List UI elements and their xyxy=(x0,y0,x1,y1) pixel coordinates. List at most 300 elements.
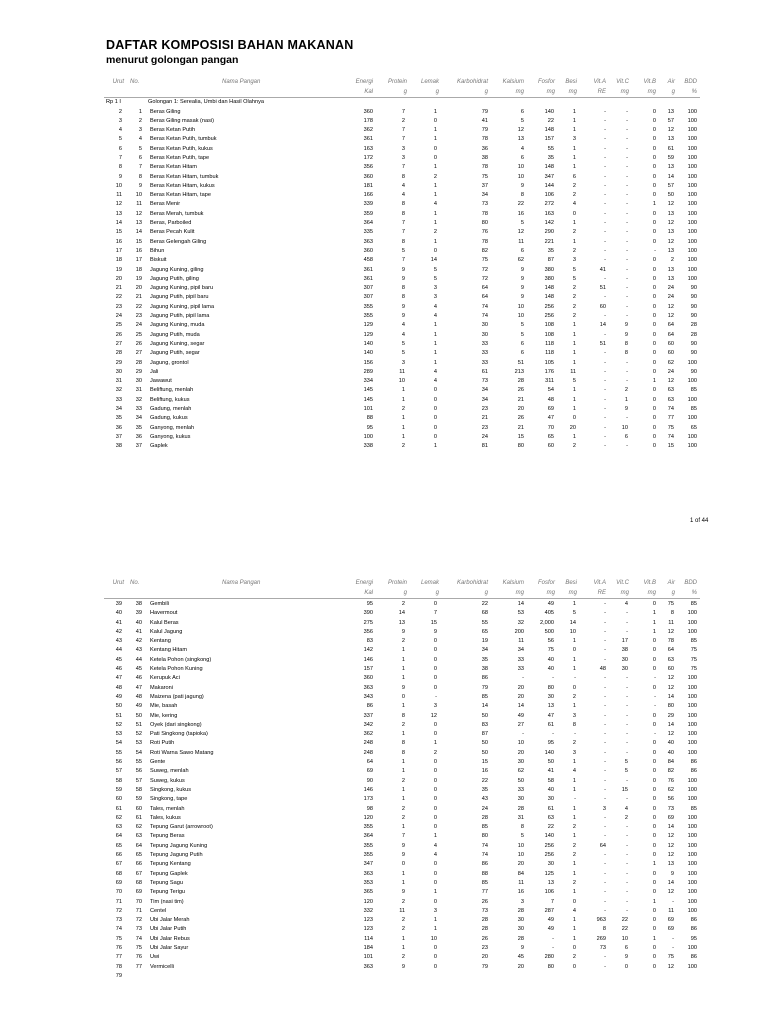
table-row xyxy=(0,191,768,200)
cell-fosfor: 80 xyxy=(547,684,554,691)
cell-nama: Beras Ketan Putih, kukus xyxy=(150,145,213,152)
header-vitb: Vit.B xyxy=(643,79,656,85)
cell-nama: Gaplek xyxy=(150,443,168,450)
cell-energi: 248 xyxy=(363,740,373,747)
cell-vitc: - xyxy=(626,378,628,385)
cell-protein: 2 xyxy=(401,406,405,412)
cell-lemak: 12 xyxy=(430,712,437,719)
cell-bdd: 100 xyxy=(687,879,697,886)
cell-karbo: 64 xyxy=(481,285,488,292)
cell-nama: Singkong, kukus xyxy=(150,786,192,793)
cell-vita: - xyxy=(604,387,606,394)
cell-vitb: 0 xyxy=(652,833,656,840)
cell-no: 55 xyxy=(135,759,142,766)
cell-karbo: 77 xyxy=(481,889,488,896)
table-row xyxy=(0,619,768,628)
cell-bdd: 86 xyxy=(690,759,697,766)
cell-nama: Jagung, grontol xyxy=(150,359,189,366)
cell-vitb: 0 xyxy=(652,647,656,654)
cell-air: 73 xyxy=(667,805,674,812)
cell-karbo: 85 xyxy=(481,693,488,700)
cell-vita: - xyxy=(604,359,606,366)
cell-protein: 1 xyxy=(401,786,405,793)
cell-lemak: 1 xyxy=(433,182,437,189)
cell-vitb: 0 xyxy=(652,814,656,821)
cell-fosfor: 118 xyxy=(545,340,554,347)
header-vita-unit: RE xyxy=(597,89,606,95)
cell-vitc: - xyxy=(626,731,628,738)
cell-vitb: 0 xyxy=(652,182,656,189)
cell-besi: 2 xyxy=(572,285,576,292)
table-row xyxy=(0,433,768,442)
cell-no: 69 xyxy=(135,889,142,896)
cell-besi: 0 xyxy=(572,684,576,691)
cell-no: 60 xyxy=(135,805,142,812)
cell-fosfor: 63 xyxy=(547,814,554,821)
cell-kalsium: 11 xyxy=(518,638,524,645)
cell-nama: Beras Ketan Putih, tape xyxy=(150,154,210,161)
cell-fosfor: 125 xyxy=(544,870,554,877)
cell-urut: 75 xyxy=(115,935,122,942)
header-no: No. xyxy=(130,580,140,586)
cell-fosfor: - xyxy=(552,944,554,951)
header-kalsium-unit: mg xyxy=(515,590,524,596)
cell-kalsium: 6 xyxy=(520,154,524,161)
cell-bdd: 86 xyxy=(690,954,697,961)
cell-karbo: 68 xyxy=(481,610,488,617)
cell-fosfor: 148 xyxy=(544,294,554,301)
cell-protein: 14 xyxy=(398,610,405,617)
cell-karbo: 79 xyxy=(481,108,488,115)
cell-bdd: 75 xyxy=(690,647,697,654)
cell-energi: 172 xyxy=(363,154,373,161)
cell-nama: Beras Ketan Putih xyxy=(150,127,196,134)
cell-fosfor: 58 xyxy=(547,777,554,784)
cell-vita: 3 xyxy=(602,805,606,812)
cell-lemak: 1 xyxy=(433,740,437,747)
cell-fosfor: 140 xyxy=(544,749,554,756)
table-row xyxy=(0,228,768,237)
cell-vita: - xyxy=(604,406,606,412)
cell-vita: - xyxy=(604,443,606,450)
cell-vitb: 0 xyxy=(652,257,656,264)
cell-kalsium: 11 xyxy=(518,238,524,245)
cell-nama: Beras Gelengah Giling xyxy=(150,238,207,245)
cell-urut: 54 xyxy=(115,740,122,747)
cell-besi: 0 xyxy=(572,898,576,905)
cell-protein: 1 xyxy=(401,824,405,831)
cell-energi: 363 xyxy=(363,684,373,691)
cell-nama: Jagung Putih, pipil baru xyxy=(150,294,209,301)
cell-karbo: 26 xyxy=(481,935,488,942)
table-row xyxy=(0,275,768,284)
cell-urut: 58 xyxy=(115,777,122,784)
cell-vitb: - xyxy=(654,731,656,738)
cell-energi: 355 xyxy=(363,824,373,831)
cell-lemak: 4 xyxy=(433,313,437,320)
cell-vitb: 0 xyxy=(652,424,656,431)
cell-nama: Beras Menir xyxy=(150,201,181,208)
cell-nama: Uwi xyxy=(150,954,160,961)
cell-vita: 48 xyxy=(599,666,606,673)
cell-besi: 2 xyxy=(572,192,576,199)
cell-air: - xyxy=(672,935,674,942)
cell-kalsium: 8 xyxy=(520,824,524,831)
cell-besi: 5 xyxy=(572,266,576,273)
cell-no: 16 xyxy=(135,247,142,254)
cell-besi: 1 xyxy=(572,759,576,766)
cell-vitb: 0 xyxy=(652,963,656,970)
cell-besi: 2 xyxy=(572,182,576,189)
cell-energi: 289 xyxy=(363,368,373,375)
cell-fosfor: 47 xyxy=(547,712,554,719)
cell-karbo: 83 xyxy=(481,721,488,728)
cell-urut: 48 xyxy=(115,684,122,691)
cell-protein: 2 xyxy=(401,638,405,645)
cell-bdd: 100 xyxy=(687,712,697,719)
cell-energi: 69 xyxy=(366,768,373,775)
cell-energi: 98 xyxy=(366,805,373,812)
cell-protein: 3 xyxy=(401,359,405,366)
table-row xyxy=(0,117,768,126)
cell-bdd: 100 xyxy=(687,257,697,264)
cell-bdd: 100 xyxy=(687,136,697,143)
cell-air: 69 xyxy=(667,814,674,821)
cell-vita: - xyxy=(604,898,606,905)
cell-vita: - xyxy=(604,192,606,199)
cell-kalsium: 30 xyxy=(517,926,524,933)
cell-vita: - xyxy=(604,331,606,338)
cell-vita: - xyxy=(604,247,606,254)
cell-energi: 356 xyxy=(363,164,373,171)
cell-nama: Jagung Putih, muda xyxy=(150,331,200,338)
cell-besi: 1 xyxy=(572,145,576,152)
cell-vitc: - xyxy=(626,359,628,366)
cell-kalsium: 27 xyxy=(517,721,524,728)
cell-urut: 73 xyxy=(115,917,122,924)
cell-vitc: 22 xyxy=(621,917,628,924)
cell-besi: 2 xyxy=(572,693,576,700)
cell-bdd: 100 xyxy=(687,433,697,440)
cell-besi: 0 xyxy=(572,647,576,654)
cell-vitc: 38 xyxy=(621,647,628,654)
cell-besi: 1 xyxy=(572,805,576,812)
cell-kalsium: 20 xyxy=(517,861,524,868)
cell-protein: 7 xyxy=(401,833,405,840)
table-row xyxy=(0,739,768,748)
cell-bdd: 100 xyxy=(687,359,697,366)
cell-protein: 1 xyxy=(401,796,405,803)
cell-bdd: 28 xyxy=(690,322,697,329)
cell-vitc: - xyxy=(626,703,628,710)
cell-lemak: 3 xyxy=(433,294,437,301)
cell-vita: - xyxy=(604,693,606,700)
cell-protein: 1 xyxy=(401,647,405,654)
cell-besi: 2 xyxy=(572,313,576,320)
cell-karbo: 74 xyxy=(481,842,488,849)
cell-lemak: 1 xyxy=(433,917,437,924)
cell-besi: 1 xyxy=(572,777,576,784)
cell-no: 27 xyxy=(135,350,142,357)
cell-no: 25 xyxy=(135,331,142,338)
cell-kalsium: 51 xyxy=(517,359,524,366)
cell-vitc: 30 xyxy=(621,666,628,673)
cell-urut: 16 xyxy=(115,238,122,245)
cell-urut: 66 xyxy=(115,852,122,859)
cell-karbo: 50 xyxy=(481,749,488,756)
cell-no: 20 xyxy=(135,285,142,292)
food-table-page-1 xyxy=(0,108,768,452)
cell-lemak: 0 xyxy=(433,647,437,654)
cell-fosfor: 80 xyxy=(547,963,554,970)
cell-vitc: - xyxy=(626,127,628,134)
cell-energi: 181 xyxy=(363,182,373,189)
cell-vita: - xyxy=(604,257,606,264)
cell-vita: - xyxy=(604,220,606,227)
cell-nama: Beras Giling xyxy=(150,108,181,115)
cell-vitc: 2 xyxy=(624,387,628,394)
table-row xyxy=(0,266,768,275)
cell-vitb: 0 xyxy=(652,638,656,645)
cell-urut: 46 xyxy=(115,666,122,673)
cell-protein: 10 xyxy=(398,378,405,385)
header-nama: Nama Pangan xyxy=(222,79,261,85)
cell-vitc: 9 xyxy=(624,331,628,338)
cell-protein: 2 xyxy=(401,926,405,933)
cell-vita: - xyxy=(604,703,606,710)
cell-no: 62 xyxy=(135,824,142,831)
cell-urut: 33 xyxy=(115,396,122,403)
cell-besi: 1 xyxy=(572,108,576,115)
cell-kalsium: 6 xyxy=(520,247,524,254)
table-row xyxy=(0,359,768,368)
cell-lemak: 0 xyxy=(433,805,437,812)
cell-energi: 363 xyxy=(363,870,373,877)
cell-vitc: - xyxy=(626,628,628,635)
cell-energi: 364 xyxy=(363,833,373,840)
cell-besi: 5 xyxy=(572,378,576,385)
cell-vitc: - xyxy=(626,870,628,877)
header-fosfor-unit: mg xyxy=(546,590,555,596)
cell-air: 57 xyxy=(667,117,674,124)
cell-air: 15 xyxy=(667,443,674,450)
cell-urut: 8 xyxy=(118,164,122,171)
cell-vitb: 0 xyxy=(652,712,656,719)
cell-urut: 78 xyxy=(115,963,122,970)
cell-fosfor: 48 xyxy=(547,396,554,403)
cell-protein: 2 xyxy=(401,601,405,607)
header-bdd: BDD xyxy=(684,79,697,85)
cell-besi: 3 xyxy=(572,712,576,719)
cell-protein: 2 xyxy=(401,898,405,905)
cell-vita: - xyxy=(604,350,606,357)
header-urut: Urut xyxy=(112,580,124,586)
cell-air: 57 xyxy=(667,182,674,189)
cell-energi: 342 xyxy=(363,721,373,728)
cell-protein: 7 xyxy=(401,164,405,171)
cell-karbo: 15 xyxy=(481,759,488,766)
cell-air: 29 xyxy=(667,712,674,719)
cell-besi: 1 xyxy=(572,786,576,793)
cell-besi: 2 xyxy=(572,443,576,450)
cell-lemak: 0 xyxy=(433,684,437,691)
cell-vitb: 0 xyxy=(652,926,656,933)
cell-energi: 362 xyxy=(363,731,373,738)
cell-protein: 1 xyxy=(401,666,405,673)
header-urut: Urut xyxy=(112,79,124,85)
table-row xyxy=(0,963,768,972)
cell-lemak: 0 xyxy=(433,721,437,728)
cell-no: 7 xyxy=(138,164,142,171)
cell-vita: - xyxy=(604,108,606,115)
cell-fosfor: 40 xyxy=(547,666,554,673)
cell-urut: 38 xyxy=(115,443,122,450)
cell-vitb: 0 xyxy=(652,805,656,812)
cell-fosfor: 35 xyxy=(547,154,554,161)
cell-vitb: 0 xyxy=(652,108,656,115)
cell-protein: 0 xyxy=(401,693,405,700)
header-air-unit: g xyxy=(671,89,675,95)
cell-kalsium: 10 xyxy=(517,164,524,171)
cell-vita: - xyxy=(604,229,606,236)
cell-no: 48 xyxy=(135,693,142,700)
cell-karbo: 74 xyxy=(481,852,488,859)
cell-vitc: - xyxy=(626,852,628,859)
cell-no: 34 xyxy=(135,415,142,422)
cell-air: 60 xyxy=(667,350,674,357)
cell-lemak: 0 xyxy=(433,675,437,682)
cell-lemak: 1 xyxy=(433,108,437,115)
cell-kalsium: 12 xyxy=(517,229,524,236)
cell-karbo: 86 xyxy=(481,675,488,682)
cell-urut: 7 xyxy=(118,154,122,161)
cell-lemak: 0 xyxy=(433,666,437,673)
group-code: Rp 1 I xyxy=(106,99,121,105)
header-vita: Vit.A xyxy=(593,79,606,85)
cell-urut: 3 xyxy=(118,117,122,124)
cell-vitb: 0 xyxy=(652,786,656,793)
cell-vita: - xyxy=(604,182,606,189)
header-separator xyxy=(104,598,700,599)
cell-energi: 360 xyxy=(363,108,373,115)
cell-fosfor: 2,000 xyxy=(540,619,554,626)
cell-lemak: 5 xyxy=(433,266,437,273)
cell-nama: Tales, kukus xyxy=(150,814,181,821)
cell-vitc: 30 xyxy=(621,656,628,663)
cell-kalsium: 49 xyxy=(517,712,524,719)
cell-vita: - xyxy=(604,313,606,320)
cell-air: 59 xyxy=(667,154,674,161)
cell-karbo: 19 xyxy=(481,638,488,645)
cell-vita: - xyxy=(604,275,606,282)
cell-bdd: 100 xyxy=(687,777,697,784)
cell-fosfor: 405 xyxy=(544,610,554,617)
cell-lemak: 0 xyxy=(433,145,437,152)
cell-karbo: 34 xyxy=(481,387,488,394)
cell-vita: 269 xyxy=(596,935,606,942)
cell-lemak: 0 xyxy=(433,424,437,431)
cell-air: 12 xyxy=(667,127,674,134)
cell-bdd: 100 xyxy=(687,731,697,738)
cell-lemak: 4 xyxy=(433,303,437,310)
cell-lemak: 0 xyxy=(433,861,437,868)
table-row xyxy=(0,293,768,302)
cell-vitb: - xyxy=(654,693,656,700)
cell-karbo: 30 xyxy=(481,331,488,338)
cell-urut: 61 xyxy=(115,805,122,812)
cell-bdd: 100 xyxy=(687,117,697,124)
cell-fosfor: 87 xyxy=(547,257,554,264)
cell-urut: 18 xyxy=(115,257,122,264)
cell-no: 65 xyxy=(135,852,142,859)
cell-besi: 1 xyxy=(572,117,576,124)
cell-vitc: - xyxy=(626,675,628,682)
cell-nama: Centel xyxy=(150,907,167,914)
cell-energi: 364 xyxy=(363,220,373,227)
cell-energi: 123 xyxy=(363,917,373,924)
header-air: Air xyxy=(667,580,675,586)
cell-protein: 9 xyxy=(401,275,405,282)
cell-nama: Tepung Gaplek xyxy=(150,870,188,877)
cell-vitc: - xyxy=(626,303,628,310)
cell-vitc: - xyxy=(626,777,628,784)
cell-besi: 1 xyxy=(572,322,576,329)
cell-karbo: 79 xyxy=(481,684,488,691)
header-kalsium: Kalsium xyxy=(502,580,524,586)
cell-air: 24 xyxy=(667,285,674,292)
cell-nama: Tepung Terigu xyxy=(150,889,186,896)
cell-bdd: 100 xyxy=(687,275,697,282)
cell-protein: 2 xyxy=(401,117,405,124)
cell-nama: Mie, basah xyxy=(150,703,178,710)
cell-karbo: 43 xyxy=(481,796,488,803)
cell-fosfor: 106 xyxy=(544,192,554,199)
cell-lemak: 0 xyxy=(433,796,437,803)
cell-besi: - xyxy=(574,731,576,738)
cell-besi: 2 xyxy=(572,229,576,236)
cell-kalsium: 10 xyxy=(517,313,524,320)
cell-kalsium: 20 xyxy=(517,749,524,756)
cell-bdd: 86 xyxy=(690,926,697,933)
cell-vita: - xyxy=(604,870,606,877)
cell-urut: 62 xyxy=(115,814,122,821)
cell-air: 80 xyxy=(667,703,674,710)
cell-air: 63 xyxy=(667,396,674,403)
cell-energi: 184 xyxy=(363,944,373,951)
cell-energi: 362 xyxy=(363,127,373,134)
cell-bdd: 100 xyxy=(687,127,697,134)
cell-vita: - xyxy=(604,628,606,635)
cell-vitb: 0 xyxy=(652,294,656,301)
cell-urut: 67 xyxy=(115,861,122,868)
cell-kalsium: 6 xyxy=(520,350,524,357)
cell-lemak: 0 xyxy=(433,638,437,645)
cell-protein: 5 xyxy=(401,247,405,254)
cell-bdd: 85 xyxy=(690,601,697,607)
cell-nama: Ganyong, kukus xyxy=(150,433,191,440)
table-row xyxy=(0,684,768,693)
cell-air: 12 xyxy=(667,378,674,385)
cell-vita: - xyxy=(604,889,606,896)
cell-bdd: 90 xyxy=(690,294,697,301)
cell-fosfor: 35 xyxy=(547,247,554,254)
cell-fosfor: 148 xyxy=(544,164,554,171)
cell-nama: Beras Pecah Kulit xyxy=(150,229,195,236)
table-row xyxy=(0,953,768,962)
document-title: DAFTAR KOMPOSISI BAHAN MAKANAN xyxy=(106,38,354,52)
cell-no: 49 xyxy=(135,703,142,710)
cell-no: 57 xyxy=(135,777,142,784)
